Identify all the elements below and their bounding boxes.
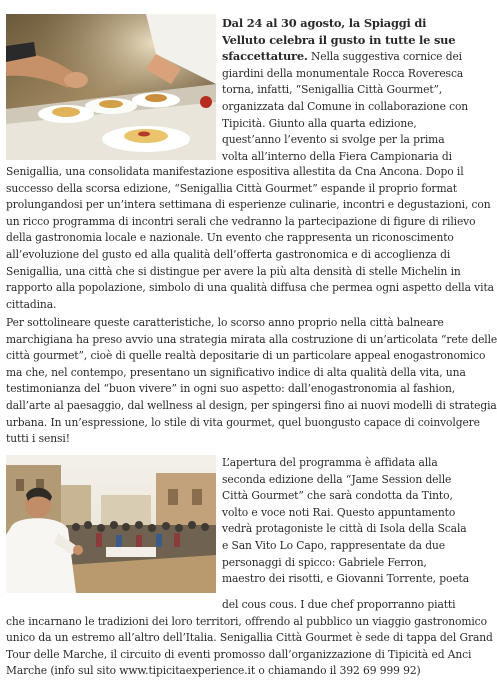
paragraph-line: successo della scorsa edizione, “Senigallia Città Gourmet” espande il proprio format	[6, 181, 457, 195]
paragraph-line: Marche (info sul sito www.tipicitaexperience.it o chiamando il 392 69 999 92)	[6, 664, 421, 678]
paragraph-line: un ricco programma di incontri serali che vedranno la partecipazione di figure di rilievo	[6, 214, 476, 228]
paragraph-line: rapporto alla popolazione, simbolo di una qualità diffusa che permea ogni aspetto della vita	[6, 281, 494, 295]
paragraph-line: dall’arte al paesaggio, dal wellness al design, per spingersi fino ai nuovi modelli di strategia	[6, 398, 497, 412]
paragraph-line: personaggi di spicco: Gabriele Ferron,	[222, 555, 427, 569]
paragraph-line: Nella suggestiva cornice dei	[311, 50, 462, 64]
paragraph-line: che incarnano le tradizioni dei loro territori, offrendo al pubblico un viaggio gastronomico	[6, 614, 487, 628]
paragraph-line: della gastronomia locale e nazionale. Un evento che rappresenta un riconoscimento	[6, 231, 454, 245]
paragraph-line: Tour delle Marche, il circuito di eventi promosso dall’organizzazione di Tipicità ed Anci	[6, 647, 472, 661]
paragraph-line: urbana. In un’espressione, lo stile di vita gourmet, quel buongusto capace di coinvolgere	[6, 415, 480, 429]
paragraph-line: Città Gourmet” che sarà condotta da Tinto,	[222, 489, 453, 503]
photo-chef-plating	[6, 14, 216, 160]
paragraph-line: testimonianza del “buon vivere” in ogni suo aspetto: dall’enogastronomia al fashion,	[6, 382, 456, 396]
paragraph-1	[6, 164, 494, 313]
paragraph-line: organizzata dal Comune in collaborazione con	[222, 99, 469, 113]
paragraph-line: marchigiana ha preso avvio una strategia mirata alla costruzione di un’articolata “rete delle	[6, 332, 497, 346]
paragraph-line: Senigallia, una consolidata manifestazione espositiva allestita da Cna Ancona. Dopo il	[6, 165, 464, 178]
paragraph-line: seconda edizione della “Jame Session delle	[222, 472, 452, 486]
paragraph-line: L’apertura del programma è affidata alla	[222, 456, 438, 469]
paragraph-line: unico da un estremo all’altro dell’Italia. Senigallia Città Gourmet è sede di tappa del Grand	[6, 631, 493, 645]
paragraph-line: maestro dei risotti, e Giovanni Torrente, poeta	[222, 572, 470, 586]
paragraph-line: quest’anno l’evento si svolge per la prima	[222, 133, 445, 147]
paragraph-line: torna, infatti, “Senigallia Città Gourmet”,	[222, 83, 443, 97]
paragraph-line: Per sottolineare queste caratteristiche, lo scorso anno proprio nella città balneare	[6, 316, 444, 329]
paragraph-3-continued	[6, 597, 493, 680]
paragraph-line: vedrà protagoniste le città di Isola della Scala	[222, 522, 467, 536]
paragraph-line: tutti i sensi!	[6, 432, 70, 446]
paragraph-line: Tipicità. Giunto alla quarta edizione,	[222, 116, 417, 130]
paragraph-line: del cous cous. I due chef proporranno piatti	[222, 598, 456, 611]
paragraph-line: prolungandosi per un’intera settimana di esperienze culinarie, incontri e degustazioni, con	[6, 198, 491, 212]
intro-block	[222, 15, 469, 165]
paragraph-2	[6, 315, 497, 448]
paragraph-line: volta all’interno della Fiera Campionaria di	[222, 149, 452, 163]
lead-line: sfaccettature.	[222, 49, 308, 64]
lead-line: Velluto celebra il gusto in tutte le sue	[222, 32, 456, 47]
paragraph-line: ma che, nel contempo, presentano un significativo indice di alta qualità della vita, una	[6, 365, 466, 379]
lead-line-mixed	[222, 48, 462, 66]
paragraph-3	[222, 455, 470, 588]
paragraph-line: e San Vito Lo Capo, rappresentate da due	[222, 538, 445, 552]
paragraph-line: città gourmet”, cioè di quelle realtà depositarie di un particolare appeal enogastronomico	[6, 349, 486, 363]
photo-chef-with-crowd	[6, 455, 216, 593]
paragraph-line: all’evoluzione del gusto ed alla qualità dell’offerta gastronomica e di accoglienza di	[6, 247, 451, 261]
paragraph-line: volto e voce noti Rai. Questo appuntamento	[222, 505, 456, 519]
lead-line: Dal 24 al 30 agosto, la Spiaggi di	[222, 16, 427, 30]
paragraph-line: cittadina.	[6, 297, 57, 311]
paragraph-line: giardini della monumentale Rocca Roveresca	[222, 66, 464, 80]
paragraph-line: Senigallia, una città che si distingue per avere la più alta densità di stelle Michelin in	[6, 264, 461, 278]
